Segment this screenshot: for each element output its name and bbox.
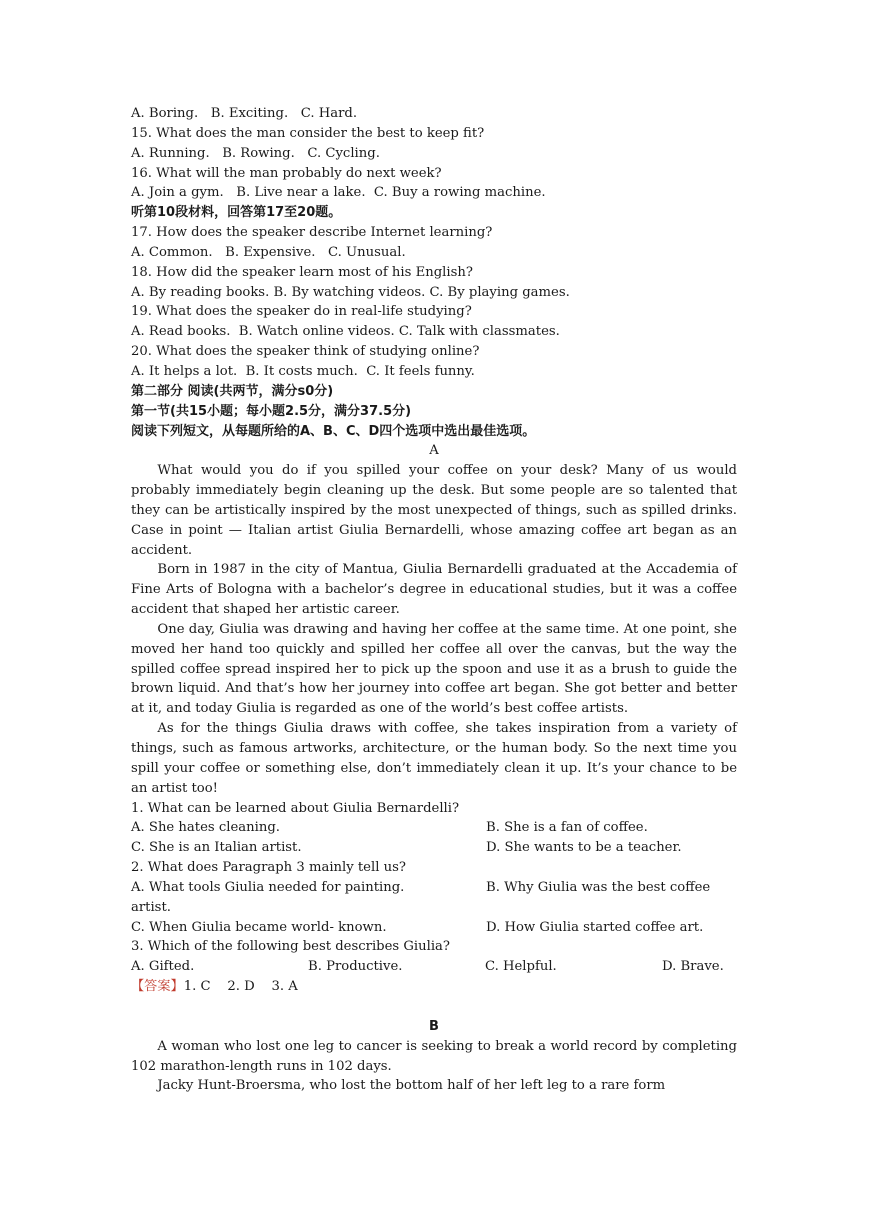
q17-question: 17. How does the speaker describe Internet learning?	[131, 225, 493, 241]
spacer	[131, 997, 737, 1017]
q2-option-c: C. When Giulia became world- known.	[131, 919, 387, 935]
q3-question: 3. Which of the following best describes Giulia?	[131, 939, 450, 955]
passage-a-label: A	[429, 443, 439, 459]
q18-options: A. By reading books. B. By watching videos. C. By playing games.	[131, 284, 570, 300]
q3-option-a: A. Gifted.	[131, 959, 195, 975]
q15-question: 15. What does the man consider the best to keep fit?	[131, 125, 485, 141]
q1-option-a: A. She hates cleaning.	[131, 820, 280, 836]
answer-key	[131, 977, 737, 997]
passage-b-paragraph-1: A woman who lost one leg to cancer is seeking to break a world record by completing 102 marathon-length runs in 102 days.	[131, 1038, 737, 1074]
q3-option-b: B. Productive.	[308, 959, 403, 975]
document-page	[131, 104, 737, 1096]
q2-question: 2. What does Paragraph 3 mainly tell us?	[131, 860, 406, 876]
q3-options-row	[131, 957, 737, 977]
q1-option-c: C. She is an Italian artist.	[131, 840, 302, 856]
q14-options: A. Boring. B. Exciting. C. Hard.	[131, 106, 358, 121]
passage-a-paragraph-2: Born in 1987 in the city of Mantua, Giulia Bernardelli graduated at the Accademia of Fine Arts of Bologna with a bachelor’s degree in educational studies, but it was a coffee accident that shaped her artistic career.	[131, 562, 737, 618]
passage-a-paragraph-3: One day, Giulia was drawing and having her coffee at the same time. At one point, she moved her hand too quickly and spilled her coffee all over the canvas, but the way the spilled coffee spread inspired her to pick up the spoon and use it as a brush to guide the brown liquid. And that’s how her journey into coffee art began. She got better and better at it, and today Giulia is regarded as one of the world’s best coffee artists.	[131, 621, 737, 717]
passage-b-paragraph-2: Jacky Hunt-Broersma, who lost the bottom half of her left leg to a rare form	[157, 1078, 666, 1094]
passage-a-paragraph-4: As for the things Giulia draws with coffee, she takes inspiration from a variety of things, such as famous artworks, architecture, or the human body. So the next time you spill your coffee or something else, don’t immediately clean it up. It’s your chance to be an artist too!	[131, 721, 737, 796]
q17-options: A. Common. B. Expensive. C. Unusual.	[131, 244, 406, 260]
q3-option-d: D. Brave.	[662, 959, 724, 975]
q1-question: 1. What can be learned about Giulia Bernardelli?	[131, 800, 460, 816]
q1-options-row-2	[131, 838, 737, 858]
q18-question: 18. How did the speaker learn most of his English?	[131, 264, 473, 280]
q16-question: 16. What will the man probably do next week?	[131, 165, 442, 181]
q19-options: A. Read books. B. Watch online videos. C. Talk with classmates.	[131, 324, 560, 340]
q2-option-b-continued: artist.	[131, 899, 171, 915]
q2-options-row-1	[131, 878, 737, 898]
answer-tag: 【答案】	[131, 979, 184, 995]
section1-heading: 第一节(共15小题；每小题2.5分，满分37.5分)	[131, 403, 412, 419]
q3-option-c: C. Helpful.	[485, 959, 557, 975]
q15-options: A. Running. B. Rowing. C. Cycling.	[131, 145, 380, 161]
q19-question: 19. What does the speaker do in real-life studying?	[131, 304, 472, 320]
passage-a-paragraph-1: What would you do if you spilled your coffee on your desk? Many of us would probably immediately begin cleaning up the desk. But some people are so talented that they can be artistically inspired by the most unexpected of things, such as spilled drinks. Case in point — Italian artist Giulia Bernardelli, whose amazing coffee art began as an accident.	[131, 463, 737, 558]
answer-text: 1. C 2. D 3. A	[183, 979, 298, 995]
q20-options: A. It helps a lot. B. It costs much. C. It feels funny.	[131, 363, 475, 379]
q2-options-row-2	[131, 918, 737, 938]
q2-option-a: A. What tools Giulia needed for painting.	[131, 879, 405, 895]
q1-option-d: D. She wants to be a teacher.	[486, 840, 682, 856]
q1-option-b: B. She is a fan of coffee.	[486, 820, 648, 836]
part2-heading: 第二部分 阅读(共两节，满分s0分)	[131, 383, 334, 399]
passage-b-label: B	[429, 1018, 439, 1034]
q2-option-b: B. Why Giulia was the best coffee	[486, 879, 711, 895]
q20-question: 20. What does the speaker think of studying online?	[131, 344, 480, 360]
q16-options: A. Join a gym. B. Live near a lake. C. Buy a rowing machine.	[131, 185, 546, 201]
q2-option-d: D. How Giulia started coffee art.	[486, 919, 704, 935]
reading-instruction: 阅读下列短文，从每题所给的A、B、C、D四个选项中选出最佳选项。	[131, 423, 536, 439]
material10-heading: 听第10段材料，回答第17至20题。	[131, 205, 342, 221]
q1-options-row-1	[131, 818, 737, 838]
